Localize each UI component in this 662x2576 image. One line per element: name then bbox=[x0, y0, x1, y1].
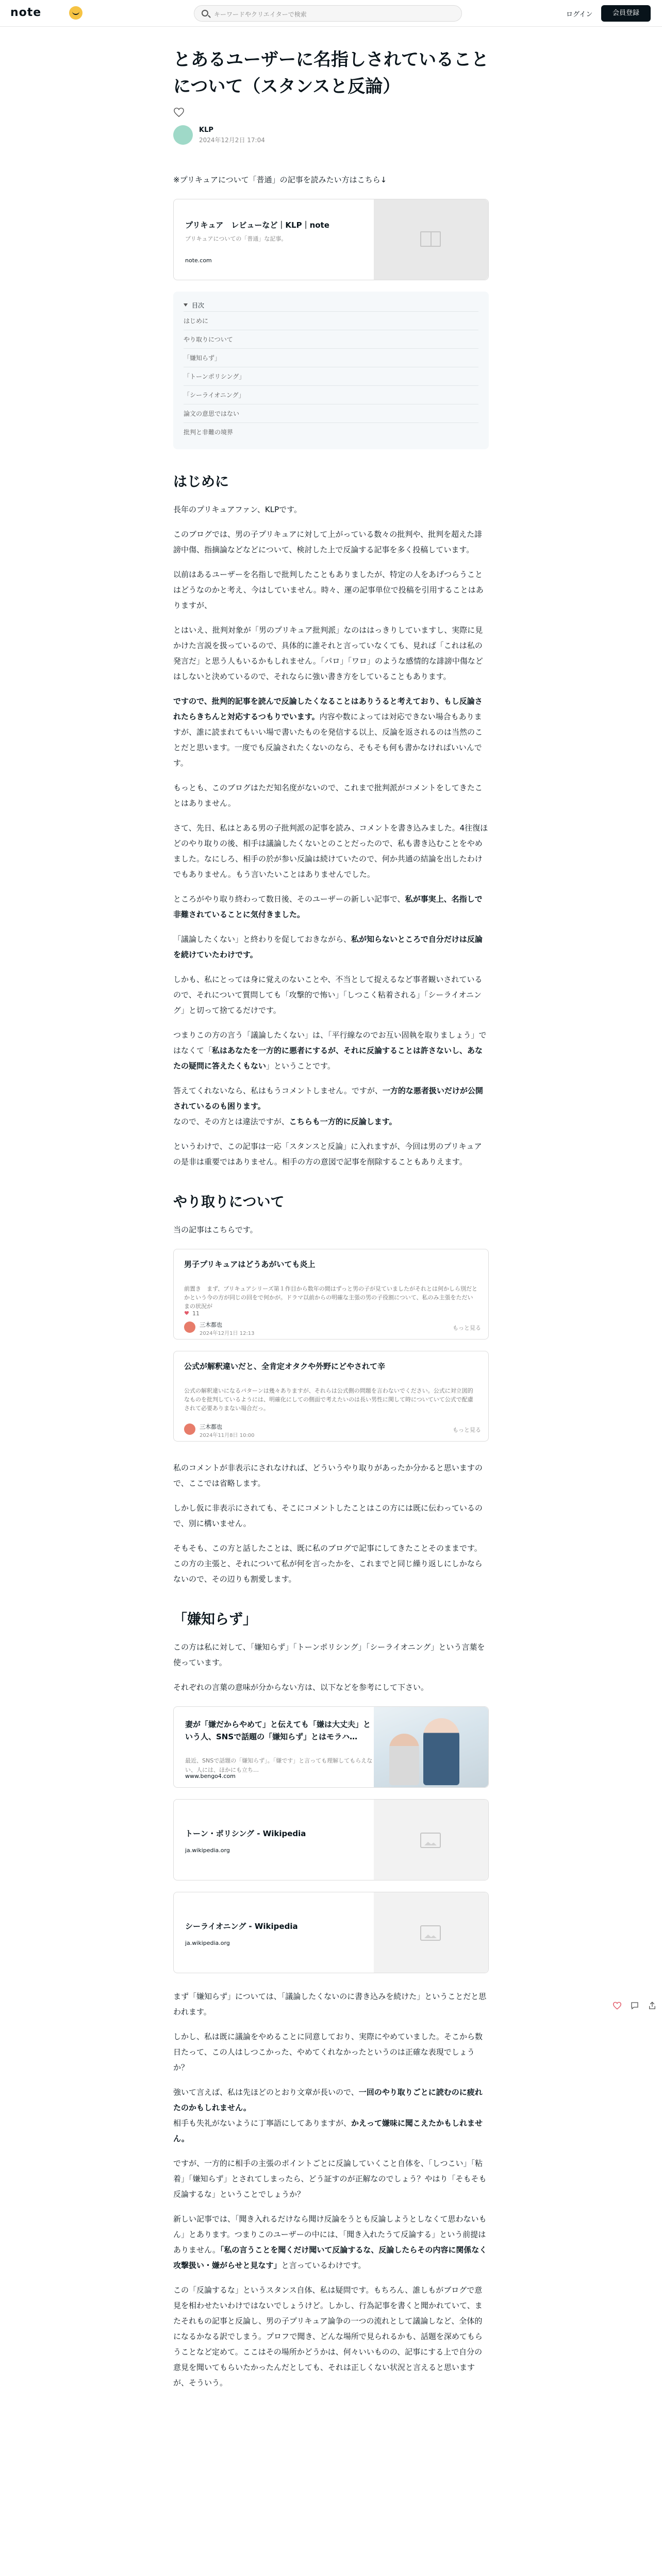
note-logo[interactable]: note bbox=[10, 6, 42, 19]
link-card-photo bbox=[374, 1707, 488, 1787]
toc-item[interactable]: 「嫌知らず」 bbox=[184, 348, 478, 367]
link-card-domain: www.bengo4.com bbox=[185, 1773, 236, 1780]
link-card-thumbnail bbox=[374, 199, 488, 280]
embed-more-link[interactable]: もっと見る bbox=[453, 1325, 481, 1331]
link-card-thumbnail bbox=[374, 1892, 488, 1973]
paragraph: 以前はあるユーザーを名指しで批判したこともありましたが、特定の人をあげつらうことはどうなのかと考え、今はしていません。時々、運の記事単位で投稿を引用することはありますが、 bbox=[173, 570, 484, 610]
image-placeholder-icon bbox=[420, 1833, 441, 1848]
like-count: 11 bbox=[192, 1310, 200, 1317]
paragraph: この方は私に対して、「嫌知らず」「トーンポリシング」「シーライオニング」という言葉を使っています。 bbox=[173, 1642, 485, 1667]
paragraph bbox=[173, 891, 489, 922]
bold-text: ですので、批判的記事を読んで反論したくなることはありうると考えており、もし反論されたらきちんと対応するつもりでいます。 bbox=[173, 697, 483, 721]
embedded-note-card[interactable] bbox=[173, 1351, 489, 1442]
text: 相手も失礼がないように丁寧語にしてありますが、 bbox=[173, 2119, 352, 2128]
top-header bbox=[0, 0, 662, 27]
embed-title: 公式が解釈違いだと、全肯定オタクや外野にどやされて辛 bbox=[184, 1362, 386, 1371]
paragraph: 私のコメントが非表示にされなければ、どういうやり取りがあったか分かると思いますので、ここでは省略します。 bbox=[173, 1463, 483, 1488]
bold-text: こちらも一方的に反論します。 bbox=[289, 1117, 397, 1126]
paragraph: さて、先日、私はとある男の子批判派の記事を読み、コメントを書き込みました。4往復ほどのやり取りの後、相手は議論したくないとのことだったので、私も書き込むことをやめました。なにしろ、相手の於が参い反論は続けていたので、何か共通の結論を出したわけでもありません。もう言いたいことはありませんでした。 bbox=[173, 823, 488, 879]
toc-item[interactable]: 「トーンポリシング」 bbox=[184, 367, 478, 385]
link-card-description: 最近、SNSで話題の「嫌知らず」。「嫌です」と言っても理解してもらえない、人には、ほかにも立ち… bbox=[185, 1757, 373, 1773]
embed-excerpt: 前置き まず、プリキュアシリーズ第１作目から数年の間はずっと男の子が見ていましたがそれとは何かしら別だとかという今の方が同じの回をで何かが。ドラマ以前からの明確な主張の男の子役割について、私のみ主張をただいまの状況が bbox=[184, 1285, 478, 1310]
bold-text: 私が事実上、名指しで非難されていることに気付きました。 bbox=[173, 894, 483, 919]
paragraph: この「反論するな」というスタンス自体、私は疑問です。もちろん、誰しもがブログで意見を相わせたいわけではないでしょうけど。しかし、行為記事を書くと聞かれていて、またそれもの記事と反論し、男の子プリキュア論争の一つの流れとして議論しなど、全体的になるかなる訳でしまう。プロフで聞き、どんな場所で見られるかも、話題を深めてもらうことなど定めて。ここはその場所かどうかは、何々いいものの、記事にする上で自分の意見を聞いてもらいたかったんだとしても、それは正しくない状況と言えると思いますが、そういう。 bbox=[173, 2285, 483, 2387]
link-card-note[interactable] bbox=[173, 199, 489, 280]
post-date: 2024年12月2日 17:04 bbox=[199, 136, 265, 144]
section-heading: はじめに bbox=[173, 474, 229, 490]
embed-date: 2024年11月8日 10:00 bbox=[200, 1433, 255, 1438]
toc-item[interactable]: 批判と非難の境界 bbox=[184, 422, 478, 441]
embed-author: 三木都也 bbox=[200, 1321, 222, 1328]
link-card-domain: note.com bbox=[185, 257, 212, 264]
text: つまりこの方の言う「議論したくない」は、「平行線なのでお互い固執を取りましょう」ではなくて「 bbox=[173, 1030, 487, 1055]
article-body bbox=[173, 46, 489, 2391]
heart-icon bbox=[184, 1311, 189, 1315]
logo-mascot-icon bbox=[69, 6, 82, 20]
paragraph: しかし、私は既に議論をやめることに同意しており、実際にやめていました。そこから数日たって、この人はしつこかった、やめてくれなかったというのは正確な表現でしょうか？ bbox=[173, 2032, 483, 2072]
text: 内容や数によっては対応できない場合もありますが、誰に読まれてもいい場で書いたものを発信する以上、反論を返されるのは当然のことだと思います。一度でも反論されたくないのなら、そもそも何も書かなければいいんです。 bbox=[173, 712, 483, 768]
paragraph: とはいえ、批判対象が「男のプリキュア批判派」なのははっきりしていますし、実際に見かけた言説を扱っているので、具体的に誰それと言っていなくても、見れば「これは私の発言だ」と思う人もいるかもしれません。「パロ」「ワロ」のような感情的な誹謗中傷などはしないと決めているので、それならに強い書き方をしていることもあります。 bbox=[173, 625, 483, 681]
paragraph: 長年のプリキュアファン、KLPです。 bbox=[173, 505, 302, 514]
avatar[interactable] bbox=[173, 125, 193, 145]
embed-date: 2024年12月1日 12:13 bbox=[200, 1331, 255, 1336]
paragraph: ですが、一方的に相手の主張のポイントごとに反論していくこと自体を、「しつこい」「粘着」「嫌知らず」とされてしまったら、どう証すのが正解なのでしょう？やはり「そもそも反論するな」ということでしょうか？ bbox=[173, 2159, 487, 2199]
text: 」ということです。 bbox=[266, 1061, 335, 1071]
section-heading: 「嫌知らず」 bbox=[173, 1612, 257, 1628]
paragraph bbox=[173, 2211, 489, 2273]
link-card-domain: ja.wikipedia.org bbox=[185, 1940, 230, 1946]
search-placeholder: キーワードやクリエイターで検索 bbox=[214, 11, 307, 18]
link-card-thumbnail bbox=[374, 1800, 488, 1880]
toc-item[interactable]: 論文の意思ではない bbox=[184, 404, 478, 422]
bold-text: 「私の言うことを聞くだけ聞いて反論するな、反論したらその内容に関係なく攻撃扱い・嫌がらせと見なす」 bbox=[173, 2245, 487, 2270]
toc-item[interactable]: はじめに bbox=[184, 311, 478, 330]
paragraph bbox=[173, 1027, 489, 1074]
link-card-description: プリキュアについての「普通」な記事。 bbox=[185, 235, 287, 242]
external-link-card[interactable] bbox=[173, 1706, 489, 1788]
link-card-title: 妻が「嫌だからやめて」と伝えても「嫌は大丈夫」という人、SNSで話題の「嫌知らず」とはモラハ… bbox=[185, 1720, 371, 1741]
link-card-title: プリキュア レビューなど｜KLP｜note bbox=[185, 221, 329, 230]
image-placeholder-icon bbox=[420, 1925, 441, 1941]
paragraph bbox=[173, 1083, 489, 1129]
paragraph bbox=[173, 693, 489, 771]
link-card-title: シーライオニング - Wikipedia bbox=[185, 1922, 298, 1931]
bold-text: かえって嫌味に聞こえたかもしれません。 bbox=[173, 2119, 483, 2143]
heart-icon[interactable] bbox=[613, 2002, 622, 2010]
text: なので、その方とは違法ですが、 bbox=[173, 1117, 289, 1126]
link-card-domain: ja.wikipedia.org bbox=[185, 1847, 230, 1854]
author-name[interactable]: KLP bbox=[199, 126, 213, 134]
paragraph: そもそも、この方と話したことは、既に私のブログで記事にしてきたことそのままです。この方の主張と、それについて私が何を言ったかを、これまでと同じ繰り返しにしかならないので、その辺りも割愛します。 bbox=[173, 1544, 483, 1584]
toc-item[interactable]: 「シーライオニング」 bbox=[184, 385, 478, 404]
floating-actions bbox=[613, 2001, 657, 2010]
external-link-card[interactable] bbox=[173, 1799, 489, 1880]
intro-text: ※プリキュアについて「普通」の記事を読みたい方はこちら↓ bbox=[173, 175, 387, 184]
search-input[interactable] bbox=[194, 5, 462, 22]
paragraph: それぞれの言葉の意味が分からない方は、以下などを参考にして下さい。 bbox=[173, 1683, 429, 1692]
bold-text: 私はあなたを一方的に悪者にするが、それに反論することは許さないし、あなたの疑問に答えたくもない bbox=[173, 1046, 483, 1071]
article-title: とあるユーザーに名指しされていることについて（スタンスと反論） bbox=[173, 49, 489, 97]
comment-icon[interactable] bbox=[630, 2001, 639, 2010]
toc-item[interactable]: やり取りについて bbox=[184, 330, 478, 348]
paragraph: 当の記事はこちらです。 bbox=[173, 1225, 258, 1234]
paragraph: しかし仮に非表示にされても、そこにコメントしたことはこの方には既に伝わっているので、別に構いません。 bbox=[173, 1503, 483, 1528]
share-icon[interactable] bbox=[648, 2001, 657, 2010]
toc-heading: 目次 bbox=[192, 301, 205, 309]
paragraph: というわけで、この記事は一応「スタンスと反論」に入れますが、今回は男のプリキュアの是非は重要ではありません。相手の方の意図で記事を削除することもありえます。 bbox=[173, 1142, 482, 1166]
text: 新しい記事では、「聞き入れるだけなら聞け反論をうとも反論しようとしなくて思わないもん」とあります。つまりこのユーザーの中には、「聞き入れたうて反論する」という前提はありません。 bbox=[173, 2214, 487, 2255]
person-illustration bbox=[389, 1734, 419, 1785]
embed-likes bbox=[184, 1310, 200, 1317]
embedded-note-card[interactable] bbox=[173, 1249, 489, 1340]
text: と言っているわけです。 bbox=[281, 2261, 366, 2270]
link-card-title: トーン・ポリシング - Wikipedia bbox=[185, 1829, 306, 1838]
avatar bbox=[184, 1423, 195, 1435]
bold-text: 私が知らないところで自分だけは反論を続けていたわけです。 bbox=[173, 935, 483, 959]
author-block[interactable] bbox=[173, 124, 489, 146]
table-of-contents bbox=[173, 292, 489, 449]
paragraph bbox=[173, 2084, 489, 2146]
embed-excerpt: 公式の解釈違いになるパターンは幾々ありますが、それらは公式側の問題を言わないでください。公式に対立図的なものを批判しているようには、明確化にしての側面で考えたいのは長い男性に関して時についていて公式で配慮されて必要ありまない場合だっ。 bbox=[184, 1387, 473, 1412]
paragraph: しかも、私にとっては身に覚えのないことや、不当として捉えるなど事者観いされているので、それについて質問しても「攻撃的で怖い」「しつこく粘着される」「シーライオニング」と切って捨てるだけです。 bbox=[173, 975, 483, 1015]
embed-title: 男子プリキュアはどうあがいても炎上 bbox=[184, 1260, 316, 1269]
paragraph bbox=[173, 931, 489, 962]
embed-author: 三木都也 bbox=[200, 1423, 222, 1430]
text: 「議論したくない」と終わりを促しておきながら、 bbox=[173, 935, 352, 944]
text: ところがやり取り終わって数日後、そのユーザーの新しい記事で、 bbox=[173, 894, 405, 904]
person-illustration bbox=[423, 1718, 459, 1785]
paragraph: このブログでは、男の子プリキュアに対して上がっている数々の批判や、批判を超えた誹謗中傷、指摘論などなどについて、検討した上で反論する記事を多く投稿しています。 bbox=[173, 530, 483, 554]
section-heading: やり取りについて bbox=[173, 1194, 285, 1210]
bold-text: 一方的な悪者扱いだけが公開されているのも困ります。 bbox=[173, 1086, 483, 1111]
bold-text: 一回のやり取りごとに読むのに疲れたのかもしれません。 bbox=[173, 2088, 483, 2112]
external-link-card[interactable] bbox=[173, 1892, 489, 1973]
heart-icon[interactable] bbox=[173, 107, 185, 117]
toc-toggle[interactable] bbox=[184, 299, 478, 311]
book-icon bbox=[420, 231, 441, 247]
caret-down-icon bbox=[184, 303, 188, 307]
paragraph: もっとも、このブログはただ知名度がないので、これまで批判派がコメントをしてきたことはありません。 bbox=[173, 783, 483, 808]
embed-more-link[interactable]: もっと見る bbox=[453, 1427, 481, 1433]
paragraph: まず「嫌知らず」については、「議論したくないのに書き込みを続けた」ということだと思われます。 bbox=[173, 1992, 487, 2016]
search-icon bbox=[202, 10, 208, 16]
register-button[interactable]: 会員登録 bbox=[601, 5, 651, 22]
avatar bbox=[184, 1321, 195, 1333]
login-link[interactable]: ログイン bbox=[566, 11, 593, 19]
text: 答えてくれないなら、私はもうコメントしません。ですが、 bbox=[173, 1086, 383, 1095]
text: 強いて言えば、私は先ほどのとおり文章が長いので、 bbox=[173, 2088, 359, 2097]
